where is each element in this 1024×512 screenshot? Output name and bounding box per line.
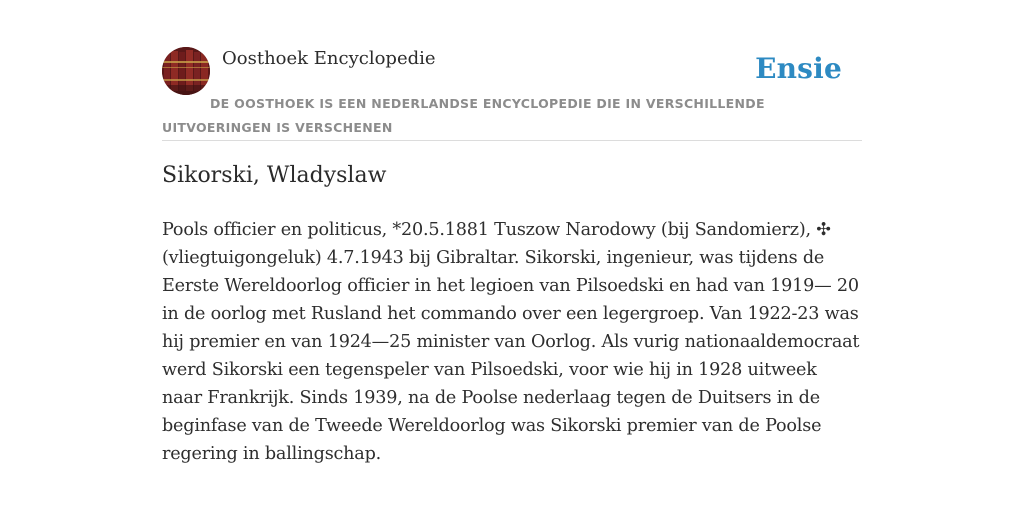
encyclopedia-books-icon[interactable] [162, 47, 210, 95]
source-title[interactable]: Oosthoek Encyclopedie [222, 48, 436, 69]
brand-logo-link[interactable]: Ensie [755, 52, 842, 85]
article-title: Sikorski, Wladyslaw [162, 163, 387, 188]
page-header [162, 44, 862, 141]
article-body: Pools officier en politicus, *20.5.1881 Tuszow Narodowy (bij Sandomierz), ✣ (vliegtuigongeluk) 4.7.1943 bij Gibraltar. Sikorski, ingenieur, was tijdens de Eerste Wereldoorlog officier in het legioen van Pilsoedski en had van 1919— 20 in de oorlog met Rusland het commando over een legergroep. Van 1922-23 was hij premier en van 1924—25 minister van Oorlog. Als vurig nationaaldemocraat werd Sikorski een tegenspeler van Pilsoedski, voor wie hij in 1928 uitweek naar Frankrijk. Sinds 1939, na de Poolse nederlaag tegen de Duitsers in de beginfase van de Tweede Wereldoorlog was Sikorski premier van de Poolse regering in ballingschap. [162, 220, 860, 464]
source-tagline: DE OOSTHOEK IS EEN NEDERLANDSE ENCYCLOPEDIE DIE IN VERSCHILLENDE UITVOERINGEN IS VERSCHENEN [162, 96, 765, 135]
